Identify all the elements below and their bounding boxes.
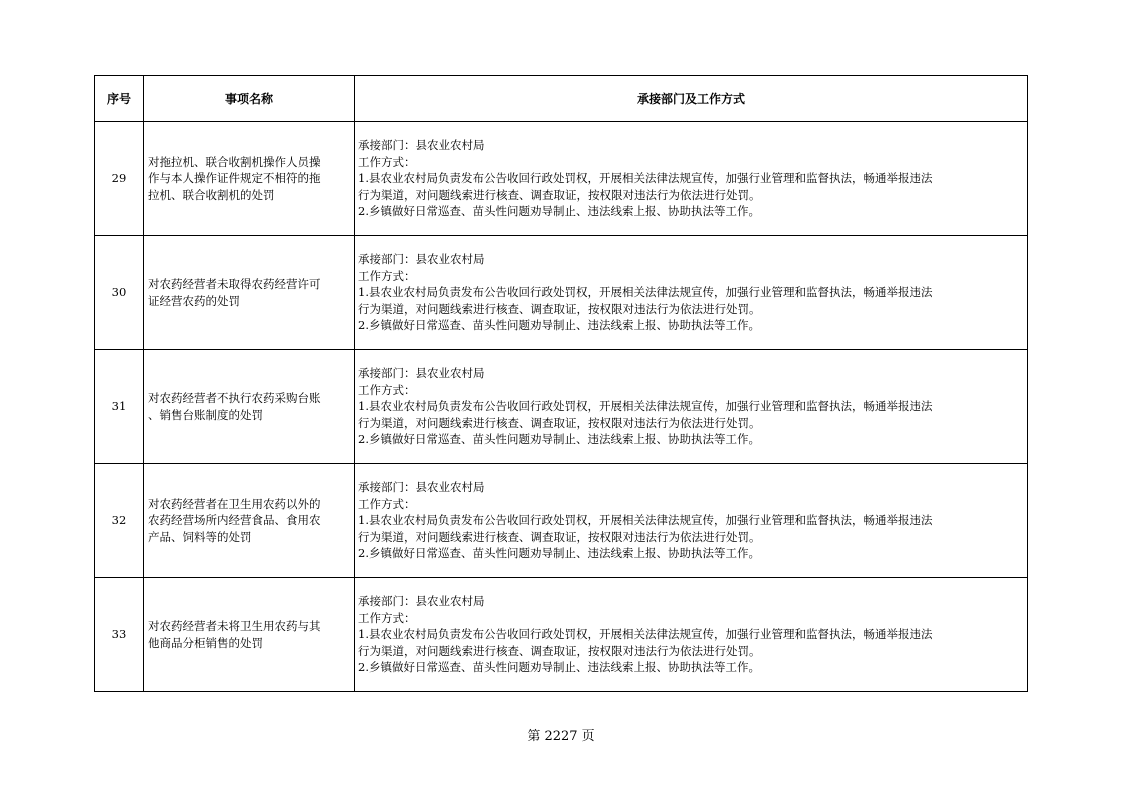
method-line: 工作方式： xyxy=(358,496,416,511)
item-name-line: 证经营农药的处罚 xyxy=(148,293,240,308)
item-name-line: 作与本人操作证件规定不相符的拖 xyxy=(148,171,321,186)
table-row xyxy=(95,236,1028,350)
row-department-method xyxy=(355,464,1028,578)
item-name-line: 对农药经营者在卫生用农药以外的 xyxy=(148,496,321,511)
table-header-row xyxy=(95,76,1028,122)
item-name-line: 对拖拉机、联合收割机操作人员操 xyxy=(148,154,321,169)
item-name-line: 农药经营场所内经营食品、食用农 xyxy=(148,513,321,528)
row-item-name xyxy=(144,350,355,464)
item-name-line: 、销售台账制度的处罚 xyxy=(148,407,263,422)
table-row xyxy=(95,122,1028,236)
row-item-name xyxy=(144,122,355,236)
row-department-method xyxy=(355,236,1028,350)
method-line: 承接部门：县农业农村局 xyxy=(358,594,485,609)
row-department-method xyxy=(355,350,1028,464)
method-line: 承接部门：县农业农村局 xyxy=(358,138,485,153)
method-line: 行为渠道，对问题线索进行核查、调查取证，按权限对违法行为依法进行处罚。 xyxy=(358,187,761,202)
method-line: 行为渠道，对问题线索进行核查、调查取证，按权限对违法行为依法进行处罚。 xyxy=(358,301,761,316)
method-line: 行为渠道，对问题线索进行核查、调查取证，按权限对违法行为依法进行处罚。 xyxy=(358,529,761,544)
row-seq: 30 xyxy=(95,236,144,350)
table-body xyxy=(95,122,1028,692)
item-name-line: 对农药经营者未将卫生用农药与其 xyxy=(148,619,321,633)
row-item-name xyxy=(144,578,355,692)
method-line: 1.县农业农村局负责发布公告收回行政处罚权，开展相关法律法规宣传，加强行业管理和监督执法，畅通举报违法 xyxy=(358,513,933,528)
method-line: 行为渠道，对问题线索进行核查、调查取证，按权限对违法行为依法进行处罚。 xyxy=(358,643,761,658)
method-line: 2.乡镇做好日常巡查、苗头性问题劝导制止、违法线索上报、协助执法等工作。 xyxy=(358,660,760,675)
method-line: 1.县农业农村局负责发布公告收回行政处罚权，开展相关法律法规宣传，加强行业管理和监督执法，畅通举报违法 xyxy=(358,171,933,186)
header-item-name: 事项名称 xyxy=(144,76,355,122)
method-line: 2.乡镇做好日常巡查、苗头性问题劝导制止、违法线索上报、协助执法等工作。 xyxy=(358,546,760,561)
method-line: 承接部门：县农业农村局 xyxy=(358,252,485,267)
header-department-method: 承接部门及工作方式 xyxy=(355,76,1028,122)
method-line: 承接部门：县农业农村局 xyxy=(358,480,485,495)
table-row xyxy=(95,578,1028,692)
row-seq: 29 xyxy=(95,122,144,236)
method-line: 2.乡镇做好日常巡查、苗头性问题劝导制止、违法线索上报、协助执法等工作。 xyxy=(358,204,760,219)
row-item-name xyxy=(144,464,355,578)
item-name-line: 对农药经营者未取得农药经营许可 xyxy=(148,277,321,291)
method-line: 1.县农业农村局负责发布公告收回行政处罚权，开展相关法律法规宣传，加强行业管理和监督执法，畅通举报违法 xyxy=(358,285,933,300)
header-seq: 序号 xyxy=(95,76,144,122)
item-name-line: 他商品分柜销售的处罚 xyxy=(148,635,263,650)
method-line: 工作方式： xyxy=(358,268,416,283)
row-seq: 32 xyxy=(95,464,144,578)
method-line: 1.县农业农村局负责发布公告收回行政处罚权，开展相关法律法规宣传，加强行业管理和监督执法，畅通举报违法 xyxy=(358,399,933,414)
method-line: 工作方式： xyxy=(358,154,416,169)
method-line: 1.县农业农村局负责发布公告收回行政处罚权，开展相关法律法规宣传，加强行业管理和监督执法，畅通举报违法 xyxy=(358,627,933,642)
method-line: 工作方式： xyxy=(358,382,416,397)
method-line: 2.乡镇做好日常巡查、苗头性问题劝导制止、违法线索上报、协助执法等工作。 xyxy=(358,432,760,447)
item-name-line: 拉机、联合收割机的处罚 xyxy=(148,187,275,202)
row-seq: 31 xyxy=(95,350,144,464)
method-line: 承接部门：县农业农村局 xyxy=(358,366,485,381)
page-number: 第 2227 页 xyxy=(527,729,595,744)
method-line: 工作方式： xyxy=(358,610,416,625)
item-name-line: 产品、饲料等的处罚 xyxy=(148,529,252,544)
method-line: 行为渠道，对问题线索进行核查、调查取证，按权限对违法行为依法进行处罚。 xyxy=(358,415,761,430)
row-department-method xyxy=(355,578,1028,692)
row-seq: 33 xyxy=(95,578,144,692)
method-line: 2.乡镇做好日常巡查、苗头性问题劝导制止、违法线索上报、协助执法等工作。 xyxy=(358,318,760,333)
row-department-method xyxy=(355,122,1028,236)
row-item-name xyxy=(144,236,355,350)
item-name-line: 对农药经营者不执行农药采购台账 xyxy=(148,391,321,405)
item-table xyxy=(94,75,1028,692)
table-row xyxy=(95,464,1028,578)
table-row xyxy=(95,350,1028,464)
